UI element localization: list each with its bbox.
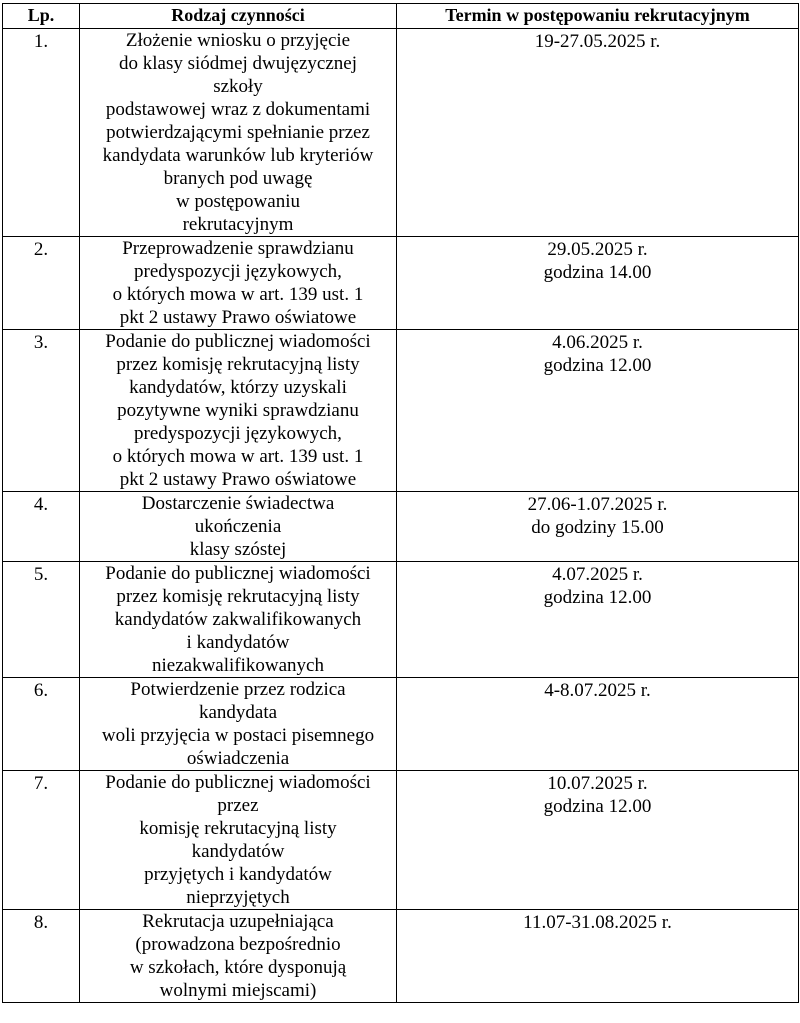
header-term: Termin w postępowaniu rekrutacyjnym <box>397 4 799 29</box>
activity-line: kandydata <box>198 702 278 723</box>
table-row <box>3 678 799 771</box>
term-line: godzina 12.00 <box>543 587 652 608</box>
activity-line: predyspozycji językowych, <box>134 423 342 444</box>
table-header-row <box>3 4 799 29</box>
row-number: 2. <box>3 237 80 330</box>
activity-line: do klasy siódmej dwujęzycznej <box>119 53 357 74</box>
activity-line: o których mowa w art. 139 ust. 1 <box>112 284 364 305</box>
term-line: 4-8.07.2025 r. <box>544 680 651 701</box>
activity-line: Podanie do publicznej wiadomości <box>105 563 371 584</box>
term-line: 4.07.2025 r. <box>552 564 643 585</box>
activity-line: woli przyjęcia w postaci pisemnego <box>101 725 375 746</box>
term-line: 27.06-1.07.2025 r. <box>527 494 668 515</box>
term-line: 19-27.05.2025 r. <box>534 31 661 52</box>
activity-line: Rekrutacja uzupełniająca <box>142 911 334 932</box>
row-number: 8. <box>3 910 80 1003</box>
table-row <box>3 330 799 492</box>
activity-line: kandydata warunków lub kryteriów <box>102 145 374 166</box>
term-line: 4.06.2025 r. <box>552 332 643 353</box>
activity-line: w postępowaniu <box>175 191 300 212</box>
activity-line: komisję rekrutacyjną listy <box>139 818 337 839</box>
activity-cell <box>80 29 397 237</box>
row-number: 6. <box>3 678 80 771</box>
table-row <box>3 29 799 237</box>
activity-line: klasy szóstej <box>189 539 287 560</box>
term-line: 10.07.2025 r. <box>547 773 648 794</box>
activity-line: i kandydatów <box>186 632 290 653</box>
activity-cell <box>80 330 397 492</box>
activity-cell <box>80 771 397 910</box>
row-number: 4. <box>3 492 80 562</box>
header-lp: Lp. <box>3 4 80 29</box>
term-cell <box>397 237 799 330</box>
activity-line: przez komisję rekrutacyjną listy <box>116 354 360 375</box>
table-row <box>3 237 799 330</box>
activity-line: ukończenia <box>194 516 282 537</box>
term-line: godzina 12.00 <box>543 355 652 376</box>
activity-line: oświadczenia <box>186 748 290 769</box>
activity-line: w szkołach, które dysponują <box>129 957 347 978</box>
activity-line: przez <box>217 795 259 816</box>
activity-line: przez komisję rekrutacyjną listy <box>116 586 360 607</box>
table-row <box>3 492 799 562</box>
activity-line: pkt 2 ustawy Prawo oświatowe <box>119 469 357 490</box>
activity-line: kandydatów zakwalifikowanych <box>114 609 362 630</box>
activity-line: nieprzyjętych <box>186 887 290 908</box>
term-line: godzina 14.00 <box>543 262 652 283</box>
term-cell <box>397 29 799 237</box>
activity-line: Przeprowadzenie sprawdzianu <box>122 238 354 259</box>
term-cell <box>397 492 799 562</box>
term-cell <box>397 678 799 771</box>
activity-line: rekrutacyjnym <box>182 214 294 235</box>
table-row <box>3 910 799 1003</box>
activity-line: o których mowa w art. 139 ust. 1 <box>112 446 364 467</box>
term-cell <box>397 910 799 1003</box>
activity-line: kandydatów, którzy uzyskali <box>129 377 347 398</box>
recruitment-schedule-table <box>2 3 799 1003</box>
activity-line: predyspozycji językowych, <box>134 261 342 282</box>
activity-cell <box>80 678 397 771</box>
activity-line: Potwierdzenie przez rodzica <box>130 679 346 700</box>
activity-line: Podanie do publicznej wiadomości <box>105 331 371 352</box>
activity-line: podstawowej wraz z dokumentami <box>105 99 371 120</box>
term-line: 11.07-31.08.2025 r. <box>523 912 672 933</box>
activity-cell <box>80 237 397 330</box>
term-cell <box>397 330 799 492</box>
term-line: godzina 12.00 <box>543 796 652 817</box>
table-body <box>3 29 799 1003</box>
term-line: do godziny 15.00 <box>531 517 664 538</box>
term-cell <box>397 771 799 910</box>
activity-line: branych pod uwagę <box>163 168 313 189</box>
term-cell <box>397 562 799 678</box>
header-activity: Rodzaj czynności <box>80 4 397 29</box>
activity-line: kandydatów <box>191 841 285 862</box>
activity-line: potwierdzającymi spełnianie przez <box>106 122 370 143</box>
activity-cell <box>80 562 397 678</box>
row-number: 5. <box>3 562 80 678</box>
activity-line: pozytywne wyniki sprawdzianu <box>117 400 359 421</box>
row-number: 7. <box>3 771 80 910</box>
activity-line: niezakwalifikowanych <box>152 655 324 676</box>
row-number: 1. <box>3 29 80 237</box>
activity-line: Dostarczenie świadectwa <box>141 493 335 514</box>
activity-line: (prowadzona bezpośrednio <box>135 934 341 955</box>
activity-line: wolnymi miejscami) <box>159 980 317 1001</box>
activity-cell <box>80 492 397 562</box>
activity-cell <box>80 910 397 1003</box>
table-row <box>3 771 799 910</box>
term-line: 29.05.2025 r. <box>547 239 648 260</box>
activity-line: Podanie do publicznej wiadomości <box>105 772 371 793</box>
activity-line: pkt 2 ustawy Prawo oświatowe <box>119 307 357 328</box>
activity-line: szkoły <box>213 76 263 97</box>
activity-line: Złożenie wniosku o przyjęcie <box>125 30 351 51</box>
row-number: 3. <box>3 330 80 492</box>
activity-line: przyjętych i kandydatów <box>144 864 332 885</box>
table-row <box>3 562 799 678</box>
